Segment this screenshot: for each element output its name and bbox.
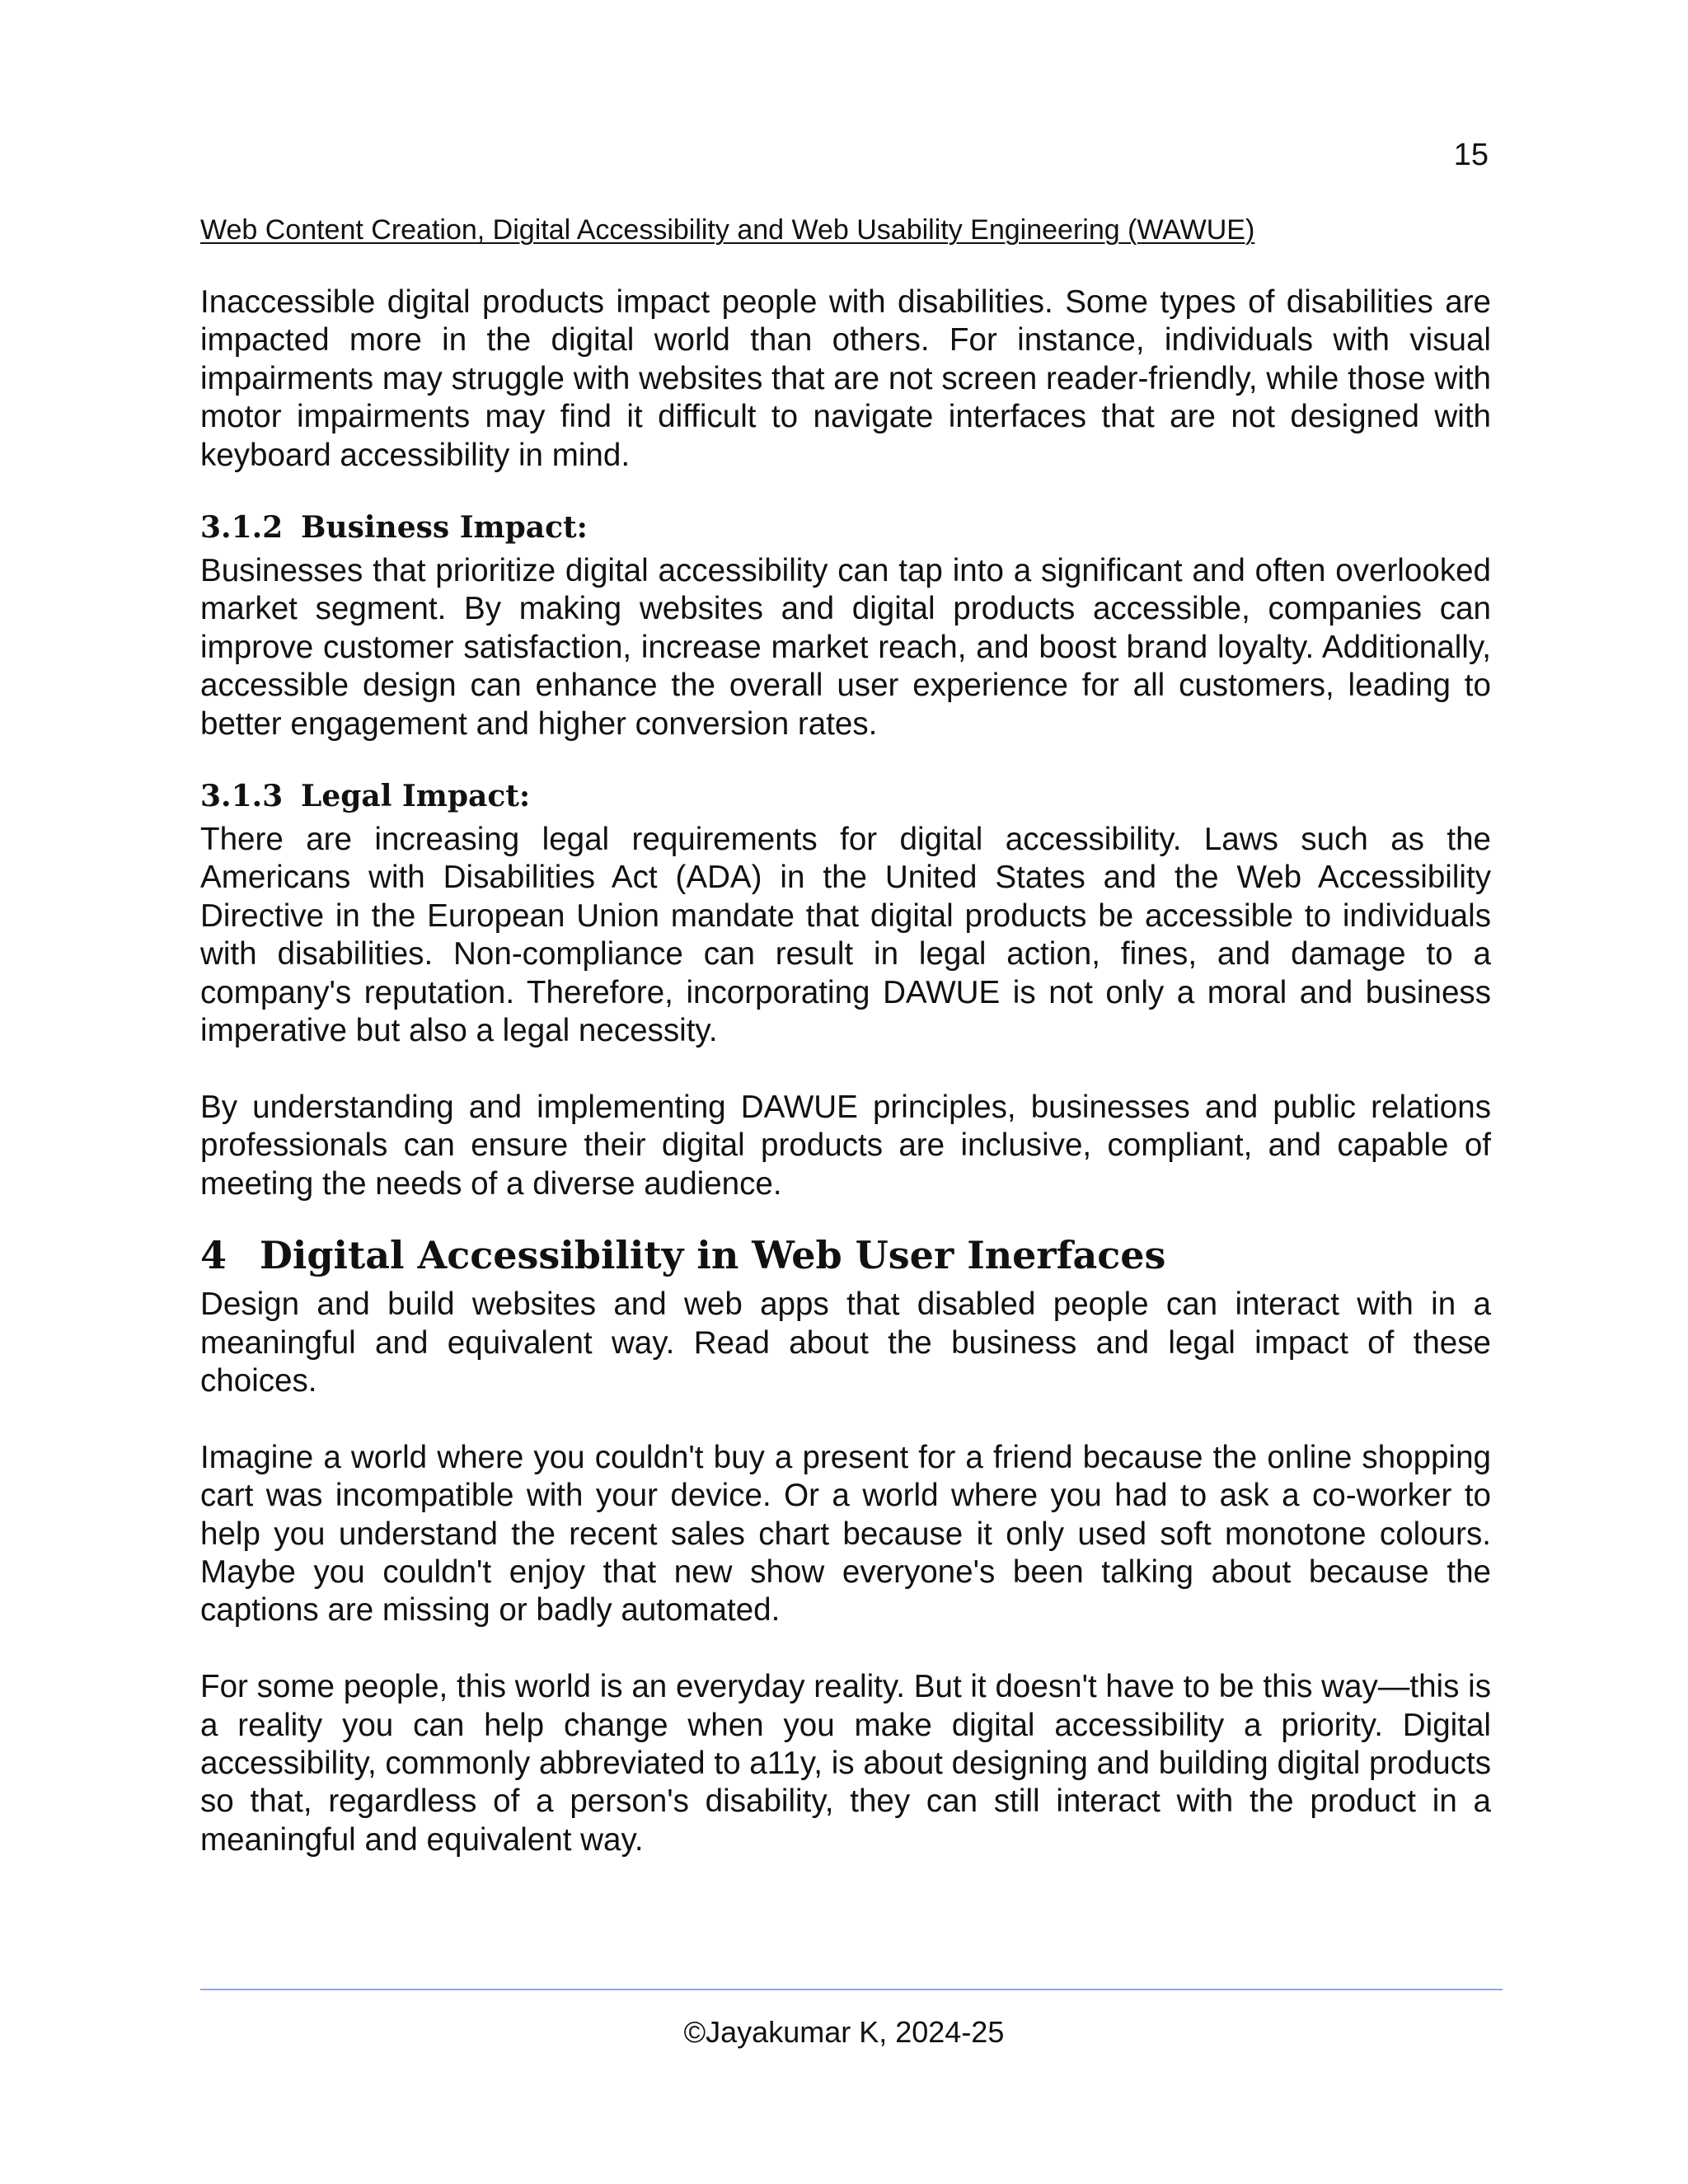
section-title: Business Impact: (301, 510, 588, 546)
section-heading-legal-impact (200, 776, 1491, 816)
section-heading-business-impact (200, 508, 1491, 547)
intro-paragraph: Inaccessible digital products impact people with disabilities. Some types of disabilities are impacted more in the digital world than others. For instance, individuals with visual impairments may struggle with websites that are not screen reader-friendly, while those with motor impairments may find it difficult to navigate interfaces that are not designed with keyboard accessibility in mind. (200, 284, 1491, 473)
section-title: Legal Impact: (301, 779, 531, 814)
chapter-title: Digital Accessibility in Web User Inerfaces (260, 1233, 1166, 1278)
chapter-paragraph: Design and build websites and web apps that disabled people can interact with in a meaningful and equivalent way. Read about the business and legal impact of these choices. (200, 1286, 1491, 1399)
chapter-number: 4 (200, 1233, 227, 1278)
section-number: 3.1.2 (200, 510, 284, 546)
footer-divider (200, 1989, 1503, 1990)
business-impact-paragraph: Businesses that prioritize digital accessibility can tap into a significant and often overlooked market segment. By making websites and digital products accessible, companies can improve customer satisfaction, increase market reach, and boost brand loyalty. Additionally, accessible design can enhance the overall user experience for all customers, leading to better engagement and higher conversion rates. (200, 553, 1491, 742)
footer-copyright: ©Jayakumar K, 2024-25 (683, 2015, 1005, 2049)
chapter-paragraph: For some people, this world is an everyday reality. But it doesn't have to be this way—this is a reality you can help change when you make digital accessibility a priority. Digital accessibility, commonly abbreviated to a11y, is about designing and building digital products so that, regardless of a person's disability, they can still interact with the product in a meaningful and equivalent way. (200, 1669, 1491, 1858)
section-number: 3.1.3 (200, 779, 284, 814)
legal-impact-closing-paragraph: By understanding and implementing DAWUE principles, businesses and public relations professionals can ensure their digital products are inclusive, compliant, and capable of meeting the needs of a diverse audience. (200, 1089, 1491, 1202)
running-header: Web Content Creation, Digital Accessibility and Web Usability Engineering (WAWUE) (200, 214, 1255, 246)
page-number: 15 (1453, 138, 1489, 172)
chapter-heading-digital-accessibility (200, 1231, 1491, 1279)
chapter-paragraph: Imagine a world where you couldn't buy a present for a friend because the online shopping cart was incompatible with your device. Or a world where you had to ask a co-worker to help you understand the recent sales chart because it only used soft monotone colours. Maybe you couldn't enjoy that new show everyone's been talking about because the captions are missing or badly automated. (200, 1439, 1491, 1629)
document-body (200, 284, 1491, 1859)
legal-impact-paragraph: There are increasing legal requirements for digital accessibility. Laws such as the Americans with Disabilities Act (ADA) in the United States and the Web Accessibility Directive in the European Union mandate that digital products be accessible to individuals with disabilities. Non-compliance can result in legal action, fines, and damage to a company's reputation. Therefore, incorporating DAWUE is not only a moral and business imperative but also a legal necessity. (200, 822, 1491, 1049)
